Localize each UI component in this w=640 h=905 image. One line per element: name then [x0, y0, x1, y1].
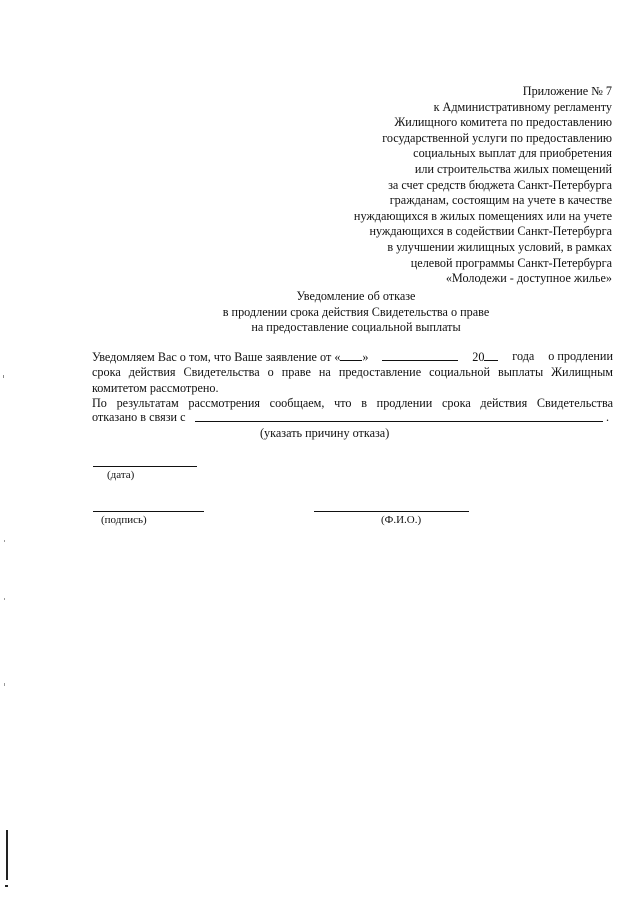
- appendix-line: в улучшении жилищных условий, в рамках: [387, 239, 612, 254]
- appendix-line: целевой программы Санкт-Петербурга: [410, 255, 612, 270]
- body-text-fragment: Уведомляем Вас о том, что Ваше заявление от « »: [92, 350, 369, 364]
- appendix-line: государственной услуги по предоставлению: [382, 130, 612, 145]
- notice-body: [92, 349, 613, 412]
- appendix-line: социальных выплат для приобретения: [413, 146, 612, 161]
- signature-blank: [93, 511, 204, 512]
- appendix-line: за счет средств бюджета Санкт-Петербурга: [388, 177, 612, 192]
- full-name-label: (Ф.И.О.): [381, 514, 422, 526]
- appendix-line: нуждающихся в содействии Санкт-Петербурга: [369, 224, 612, 239]
- appendix-line: нуждающихся в жилых помещениях или на учете: [353, 208, 612, 223]
- appendix-line: «Молодежи - доступное жилье»: [445, 271, 612, 286]
- year-word: года: [512, 349, 535, 363]
- body-line-2: [92, 365, 613, 380]
- refusal-reason-hint: (указать причину отказа): [260, 426, 390, 440]
- date-label: (дата): [107, 469, 135, 481]
- month-blank: [382, 349, 458, 361]
- body-text-fragment: По результатам рассмотрения сообщаем, что в продлении срока действия Свидетельства: [92, 396, 613, 411]
- refusal-reason-blank: [195, 421, 603, 422]
- full-name-blank: [314, 511, 469, 512]
- scan-speck: [3, 375, 4, 378]
- document-title: [0, 289, 640, 336]
- body-text-fragment: срока действия Свидетельства о праве на предоставление социальной выплаты Жилищным: [92, 365, 613, 380]
- appendix-line: Жилищного комитета по предоставлению: [394, 115, 612, 130]
- signature-label: (подпись): [101, 514, 147, 526]
- year-blank: [484, 349, 498, 361]
- appendix-line: или строительства жилых помещений: [414, 161, 612, 176]
- appendix-header: [354, 84, 612, 287]
- scan-speck: [4, 540, 5, 542]
- body-line-3: комитетом рассмотрено.: [92, 380, 219, 395]
- title-line-2: в продлении срока действия Свидетельства о праве: [222, 304, 490, 319]
- scan-speck: [4, 598, 5, 600]
- refusal-reason-prefix: отказано в связи с: [92, 410, 186, 424]
- refusal-reason-line: [92, 410, 612, 425]
- title-line-3: на предоставление социальной выплаты: [251, 320, 461, 335]
- body-line-1: [92, 349, 613, 365]
- title-line-1: Уведомление об отказе: [296, 289, 416, 303]
- year-field: 20: [472, 349, 498, 365]
- date-blank: [93, 466, 197, 467]
- scan-edge-mark: [6, 830, 8, 880]
- appendix-line: Приложение № 7: [522, 84, 612, 98]
- scan-speck: [4, 683, 5, 686]
- appendix-line: к Административному регламенту: [433, 99, 612, 114]
- appendix-line: гражданам, состоящим на учете в качестве: [389, 193, 612, 208]
- day-blank: [340, 349, 362, 361]
- period: .: [606, 410, 610, 424]
- body-text-fragment: о продлении: [548, 349, 613, 363]
- scan-edge-mark: [5, 885, 8, 887]
